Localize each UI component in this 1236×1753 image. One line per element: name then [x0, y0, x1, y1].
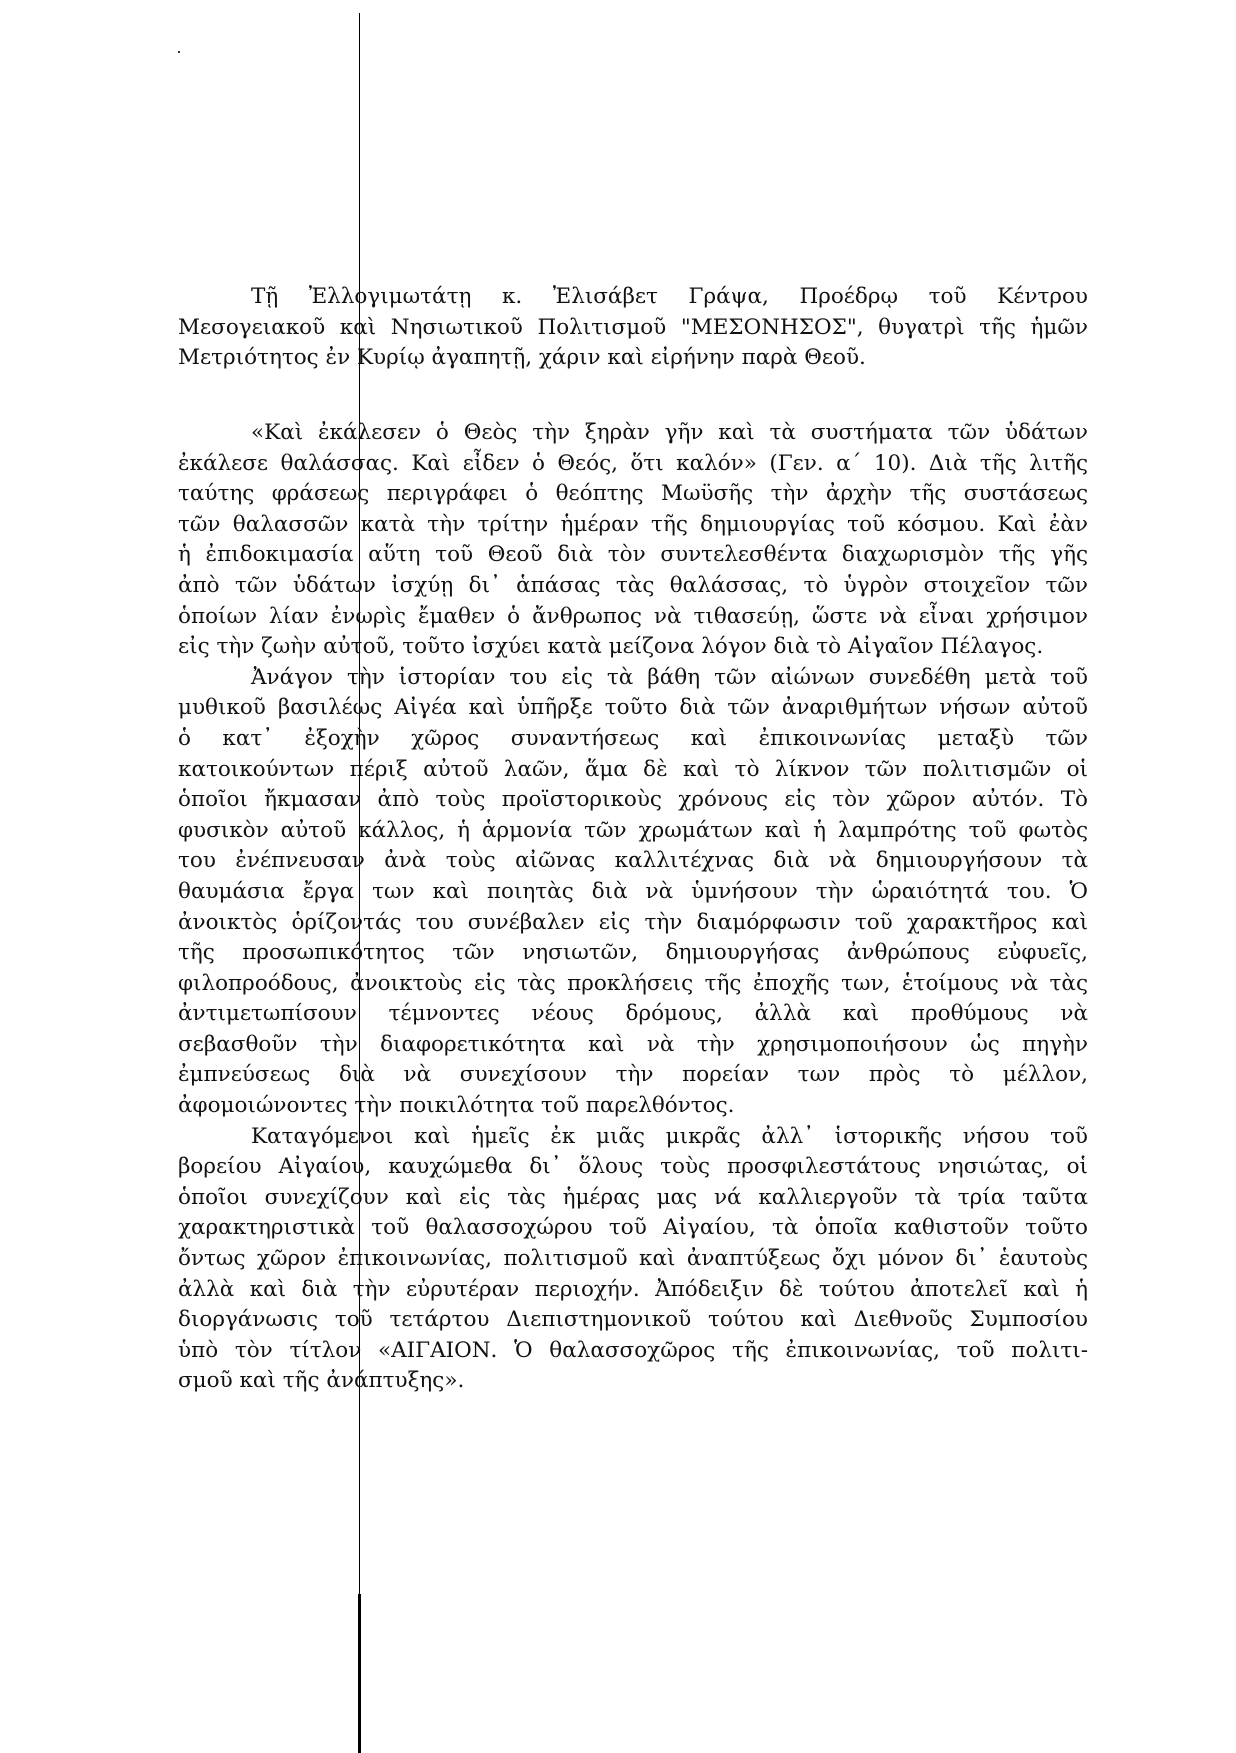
text-line: «Καὶ ἐκάλεσεν ὁ Θεὸς τὴν ξηρὰν γῆν καὶ τὰ συστήματα τῶν ὑδάτων: [251, 420, 1088, 445]
text-line: ἀλλὰ καὶ διὰ τὴν εὐρυτέραν περιοχήν. Ἀπόδειξιν δὲ τούτου ἀποτελεῖ καὶ ἡ: [178, 1276, 1088, 1302]
scan-speck: [178, 51, 180, 53]
text-line: ἀνοικτὸς ὁρίζοντάς του συνέβαλεν εἰς τὴν διαμόρφωσιν τοῦ χαρακτῆρος καὶ: [178, 909, 1088, 935]
text-line: ὑπὸ τὸν τίτλον «ΑΙΓΑΙΟΝ. Ὁ θαλασσοχῶρος τῆς ἐπικοινωνίας, τοῦ πολιτι-: [178, 1337, 1088, 1363]
text-line: διοργάνωσις τοῦ τετάρτου Διεπιστημονικοῦ τούτου καὶ Διεθνοῦς Συμποσίου: [178, 1307, 1088, 1333]
text-line: ἀντιμετωπίσουν τέμνοντες νέους δρόμους, ἀλλὰ καὶ προθύμους νὰ: [178, 1001, 1088, 1027]
text-line: ὁποῖοι συνεχίζουν καὶ εἰς τὰς ἡμέρας μας νά καλλιεργοῦν τὰ τρία ταῦτα: [178, 1184, 1088, 1210]
text-line: Καταγόμενοι καὶ ἡμεῖς ἐκ μιᾶς μικρᾶς ἀλλ᾽ ἱστορικῆς νήσου τοῦ: [251, 1123, 1088, 1149]
text-line: φυσικὸν αὐτοῦ κάλλος, ἡ ἁρμονία τῶν χρωμάτων καὶ ἡ λαμπρότης τοῦ φωτὸς: [178, 817, 1088, 843]
text-line: ὁποίων λίαν ἐνωρὶς ἔμαθεν ὁ ἄνθρωπος νὰ τιθασεύῃ, ὥστε νὰ εἶναι χρήσιμον: [178, 603, 1088, 629]
text-line: ἐκάλεσε θαλάσσας. Καὶ εἶδεν ὁ Θεός, ὅτι καλόν» (Γεν. α΄ 10). Διὰ τῆς λιτῆς: [178, 450, 1088, 476]
text-line: Τῇ Ἐλλογιμωτάτῃ κ. Ἐλισάβετ Γράψα, Προέδρῳ τοῦ Κέντρου: [251, 284, 1088, 309]
text-line: μυθικοῦ βασιλέως Αἰγέα καὶ ὑπῆρξε τοῦτο διὰ τῶν ἀναριθμήτων νήσων αὐτοῦ: [178, 695, 1088, 721]
text-line: ἐμπνεύσεως διὰ νὰ συνεχίσουν τὴν πορείαν των πρὸς τὸ μέλλον,: [178, 1062, 1088, 1088]
text-line: ὄντως χῶρον ἐπικοινωνίας, πολιτισμοῦ καὶ ἀναπτύξεως ὄχι μόνον δι᾽ ἑαυτοὺς: [178, 1246, 1088, 1272]
text-line: τῶν θαλασσῶν κατὰ τὴν τρίτην ἡμέραν τῆς δημιουργίας τοῦ κόσμου. Καὶ ἐὰν: [178, 511, 1088, 537]
text-line: χαρακτηριστικὰ τοῦ θαλασσοχώρου τοῦ Αἰγαίου, τὰ ὁποῖα καθιστοῦν τοῦτο: [178, 1215, 1088, 1241]
text-line: Μεσογειακοῦ καὶ Νησιωτικοῦ Πολιτισμοῦ "ΜΕΣΟΝΗΣΟΣ", θυγατρὶ τῆς ἡμῶν: [178, 314, 1088, 340]
text-line: σεβασθοῦν τὴν διαφορετικότητα καὶ νὰ τὴν χρησιμοποιήσουν ὡς πηγὴν: [178, 1031, 1088, 1057]
body-text: [178, 418, 1088, 1397]
text-line: θαυμάσια ἔργα των καὶ ποιητὰς διὰ νὰ ὑμνήσουν τὴν ὡραιότητά του. Ὁ: [178, 878, 1088, 904]
text-line: ἡ ἐπιδοκιμασία αὕτη τοῦ Θεοῦ διὰ τὸν συντελεσθέντα διαχωρισμὸν τῆς γῆς: [178, 542, 1088, 568]
text-line: βορείου Αἰγαίου, καυχώμεθα δι᾽ ὅλους τοὺς προσφιλεστάτους νησιώτας, οἱ: [178, 1154, 1088, 1180]
salutation-paragraph: [178, 282, 1088, 374]
scan-vertical-line-thick: [358, 1594, 361, 1753]
text-line: ὁ κατ᾽ ἐξοχὴν χῶρος συναντήσεως καὶ ἐπικοινωνίας μεταξὺ τῶν: [178, 725, 1088, 751]
text-line: ἀπὸ τῶν ὑδάτων ἰσχύῃ δι᾽ ἁπάσας τὰς θαλάσσας, τὸ ὑγρὸν στοιχεῖον τῶν: [178, 572, 1088, 598]
text-line: ταύτης φράσεως περιγράφει ὁ θεόπτης Μωϋσῆς τὴν ἀρχὴν τῆς συστάσεως: [178, 481, 1088, 507]
text-line: εἰς τὴν ζωὴν αὐτοῦ, τοῦτο ἰσχύει κατὰ μείζονα λόγον διὰ τὸ Αἰγαῖον Πέλαγος.: [178, 634, 1044, 660]
text-line: ἀφομοιώνοντες τὴν ποικιλότητα τοῦ παρελθόντος.: [178, 1093, 735, 1119]
text-line: κατοικούντων πέριξ αὐτοῦ λαῶν, ἅμα δὲ καὶ τὸ λίκνον τῶν πολιτισμῶν οἱ: [178, 756, 1088, 782]
text-line: Μετριότητος ἐν Κυρίῳ ἀγαπητῇ, χάριν καὶ εἰρήνην παρὰ Θεοῦ.: [178, 345, 866, 371]
text-line: του ἐνέπνευσαν ἀνὰ τοὺς αἰῶνας καλλιτέχνας διὰ νὰ δημιουργήσουν τὰ: [178, 848, 1088, 874]
text-line: τῆς προσωπικότητος τῶν νησιωτῶν, δημιουργήσας ἀνθρώπους εὐφυεῖς,: [178, 940, 1088, 966]
text-line: σμοῦ καὶ τῆς ἀνάπτυξης».: [178, 1368, 465, 1394]
text-line: ὁποῖοι ἤκμασαν ἀπὸ τοὺς προϊστορικοὺς χρόνους εἰς τὸν χῶρον αὐτόν. Τὸ: [178, 787, 1088, 813]
text-line: φιλοπροόδους, ἀνοικτοὺς εἰς τὰς προκλήσεις τῆς ἐποχῆς των, ἑτοίμους νὰ τὰς: [178, 970, 1088, 996]
text-line: Ἀνάγον τὴν ἱστορίαν του εἰς τὰ βάθη τῶν αἰώνων συνεδέθη μετὰ τοῦ: [251, 664, 1088, 690]
